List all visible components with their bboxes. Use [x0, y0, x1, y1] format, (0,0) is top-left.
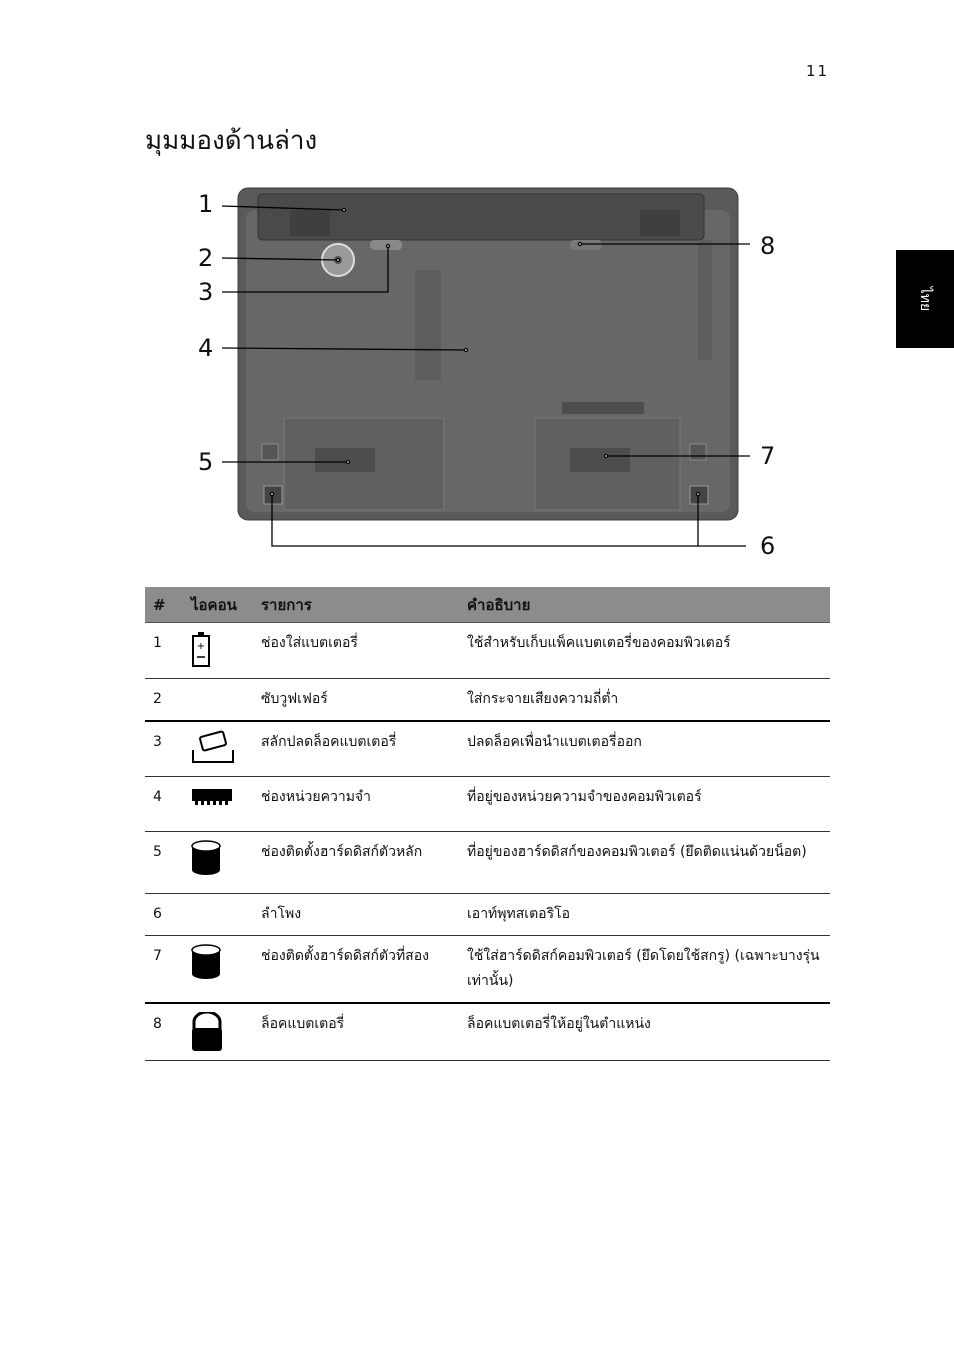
callout-2: 2	[198, 244, 214, 272]
svg-text:+: +	[196, 641, 206, 652]
callout-7: 7	[760, 442, 776, 470]
table-row	[145, 935, 830, 1003]
row-number: 8	[145, 1003, 183, 1061]
row-description: ใส่กระจายเสียงความถี่ต่ำ	[459, 679, 830, 722]
header-description: คำอธิบาย	[459, 587, 830, 623]
language-tab	[896, 250, 954, 348]
callout-6: 6	[760, 532, 776, 560]
callout-8: 8	[760, 232, 776, 260]
row-description: ที่อยู่ของหน่วยความจำของคอมพิวเตอร์	[459, 776, 830, 831]
table-row	[145, 679, 830, 722]
row-number: 5	[145, 831, 183, 893]
row-number: 3	[145, 721, 183, 776]
page-title: มุมมองด้านล่าง	[145, 126, 318, 156]
row-number: 1	[145, 623, 183, 679]
callout-1: 1	[198, 190, 214, 218]
table-row	[145, 893, 830, 935]
row-item: ซับวูฟเฟอร์	[253, 679, 459, 722]
row-item: สลักปลดล็อคแบตเตอรี่	[253, 721, 459, 776]
memory-icon	[191, 785, 233, 807]
table-row	[145, 1003, 830, 1061]
row-item: ช่องติดตั้งฮาร์ดดิสก์ตัวที่สอง	[253, 935, 459, 1003]
table-row	[145, 776, 830, 831]
row-number: 6	[145, 893, 183, 935]
laptop-bottom-view-figure	[190, 180, 790, 560]
header-item: รายการ	[253, 587, 459, 623]
table-row	[145, 831, 830, 893]
row-item: ช่องใส่แบตเตอรี่	[253, 623, 459, 679]
row-description: ที่อยู่ของฮาร์ดดิสก์ของคอมพิวเตอร์ (ยึดติดแน่นด้วยน็อต)	[459, 831, 830, 893]
row-item: ช่องหน่วยความจำ	[253, 776, 459, 831]
language-tab-label: ไทย	[917, 286, 933, 312]
row-description: ใช้ใส่ฮาร์ดดิสก์คอมพิวเตอร์ (ยึดโดยใช้สกรู) (เฉพาะบางรุ่นเท่านั้น)	[459, 935, 830, 1003]
callout-3: 3	[198, 278, 214, 306]
page-number: 11	[806, 62, 830, 80]
row-description: ปลดล็อคเพื่อนำแบตเตอรี่ออก	[459, 721, 830, 776]
row-number: 4	[145, 776, 183, 831]
row-number: 2	[145, 679, 183, 722]
table-row	[145, 623, 830, 679]
header-number: #	[145, 587, 183, 623]
battery-release-icon	[191, 730, 235, 764]
row-description: ใช้สำหรับเก็บแพ็คแบตเตอรี่ของคอมพิวเตอร์	[459, 623, 830, 679]
callout-5: 5	[198, 448, 214, 476]
battery-icon	[191, 631, 211, 667]
table-row	[145, 721, 830, 776]
row-description: เอาท์พุทสเตอริโอ	[459, 893, 830, 935]
battery-lock-icon	[191, 1012, 223, 1052]
row-item: ล็อคแบตเตอรี่	[253, 1003, 459, 1061]
row-description: ล็อคแบตเตอรี่ให้อยู่ในตำแหน่ง	[459, 1003, 830, 1061]
callout-4: 4	[198, 334, 214, 362]
table-header-row	[145, 587, 830, 623]
laptop-bottom-illustration	[190, 180, 790, 560]
hard-disk-icon	[191, 944, 221, 980]
row-item: ลำโพง	[253, 893, 459, 935]
hard-disk-icon	[191, 840, 221, 876]
component-table	[145, 587, 830, 1061]
header-icon: ไอคอน	[183, 587, 253, 623]
row-number: 7	[145, 935, 183, 1003]
row-item: ช่องติดตั้งฮาร์ดดิสก์ตัวหลัก	[253, 831, 459, 893]
